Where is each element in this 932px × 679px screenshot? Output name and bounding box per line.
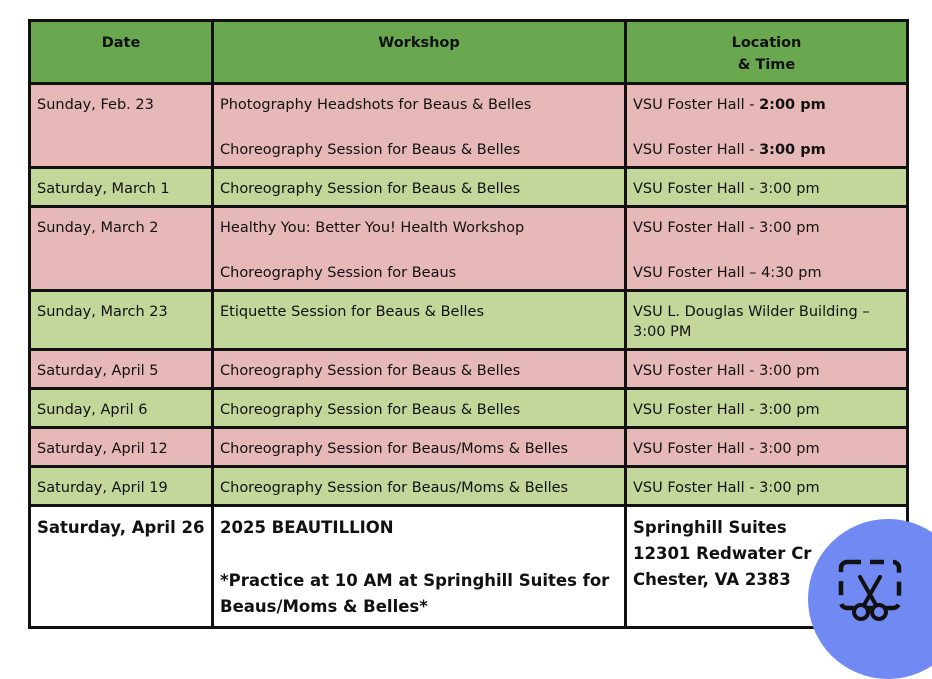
- header-workshop: Workshop: [213, 21, 626, 84]
- date-cell: Sunday, March 23: [30, 291, 213, 350]
- table-row: [30, 350, 908, 389]
- workshop-cell: Choreography Session for Beaus & Belles: [213, 168, 626, 207]
- workshop-line: Photography Headshots for Beaus & Belles: [220, 97, 532, 113]
- schedule-table: [28, 19, 909, 629]
- workshop-line: Choreography Session for Beaus & Belles: [220, 142, 521, 158]
- date-cell: Saturday, April 26: [30, 506, 213, 628]
- location-line: Chester, VA 2383: [633, 570, 791, 589]
- workshop-line: Beaus/Moms & Belles*: [220, 597, 428, 616]
- time-bold: 2:00 pm: [759, 97, 826, 113]
- table-row: [30, 389, 908, 428]
- location-cell: VSU Foster Hall - 3:00 pm: [626, 428, 908, 467]
- workshop-line: 2025 BEAUTILLION: [220, 518, 394, 537]
- date-cell: Sunday, March 2: [30, 207, 213, 291]
- table-row: [30, 428, 908, 467]
- line-gap: [633, 238, 901, 263]
- workshop-line: Healthy You: Better You! Health Workshop: [220, 220, 525, 236]
- location-cell: [626, 84, 908, 168]
- workshop-cell: Choreography Session for Beaus & Belles: [213, 389, 626, 428]
- workshop-cell: Choreography Session for Beaus & Belles: [213, 350, 626, 389]
- line-gap: [633, 115, 901, 140]
- location-line: VSU Foster Hall - 3:00 pm: [633, 220, 820, 236]
- date-cell: Saturday, March 1: [30, 168, 213, 207]
- location-line: 3:00 PM: [633, 324, 692, 340]
- workshop-cell: [213, 506, 626, 628]
- table-row: [30, 84, 908, 168]
- workshop-cell: [213, 84, 626, 168]
- location-cell: VSU Foster Hall - 3:00 pm: [626, 350, 908, 389]
- location-text: VSU Foster Hall -: [633, 142, 760, 158]
- table-row: [30, 168, 908, 207]
- location-line: [633, 140, 901, 160]
- date-cell: Sunday, Feb. 23: [30, 84, 213, 168]
- header-location: [626, 21, 908, 84]
- workshop-line: *Practice at 10 AM at Springhill Suites for: [220, 571, 610, 590]
- header-row: [30, 21, 908, 84]
- date-cell: Saturday, April 5: [30, 350, 213, 389]
- location-cell: [626, 207, 908, 291]
- workshop-line: Choreography Session for Beaus: [220, 265, 457, 281]
- location-cell: VSU Foster Hall - 3:00 pm: [626, 467, 908, 506]
- location-line: [633, 95, 901, 115]
- table-row: [30, 467, 908, 506]
- table-row: [30, 506, 908, 628]
- workshop-cell: [213, 207, 626, 291]
- date-cell: Saturday, April 19: [30, 467, 213, 506]
- workshop-cell: Etiquette Session for Beaus & Belles: [213, 291, 626, 350]
- workshop-cell: Choreography Session for Beaus/Moms & Belles: [213, 428, 626, 467]
- header-location-line2: & Time: [737, 57, 796, 73]
- header-date: Date: [30, 21, 213, 84]
- date-cell: Saturday, April 12: [30, 428, 213, 467]
- location-line: VSU L. Douglas Wilder Building –: [633, 304, 870, 320]
- scissors-crop-icon: [838, 559, 902, 623]
- location-line: 12301 Redwater Cr: [633, 544, 812, 563]
- line-gap: [220, 541, 619, 568]
- date-cell: Sunday, April 6: [30, 389, 213, 428]
- time-bold: 3:00 pm: [759, 142, 826, 158]
- table-row: [30, 291, 908, 350]
- line-gap: [220, 238, 619, 263]
- header-location-line1: Location: [731, 35, 802, 51]
- workshop-cell: Choreography Session for Beaus/Moms & Belles: [213, 467, 626, 506]
- location-cell: VSU Foster Hall - 3:00 pm: [626, 389, 908, 428]
- location-line: VSU Foster Hall – 4:30 pm: [633, 265, 822, 281]
- location-cell: [626, 291, 908, 350]
- table-row: [30, 207, 908, 291]
- line-gap: [220, 115, 619, 140]
- location-cell: VSU Foster Hall - 3:00 pm: [626, 168, 908, 207]
- location-text: VSU Foster Hall -: [633, 97, 760, 113]
- location-line: Springhill Suites: [633, 518, 787, 537]
